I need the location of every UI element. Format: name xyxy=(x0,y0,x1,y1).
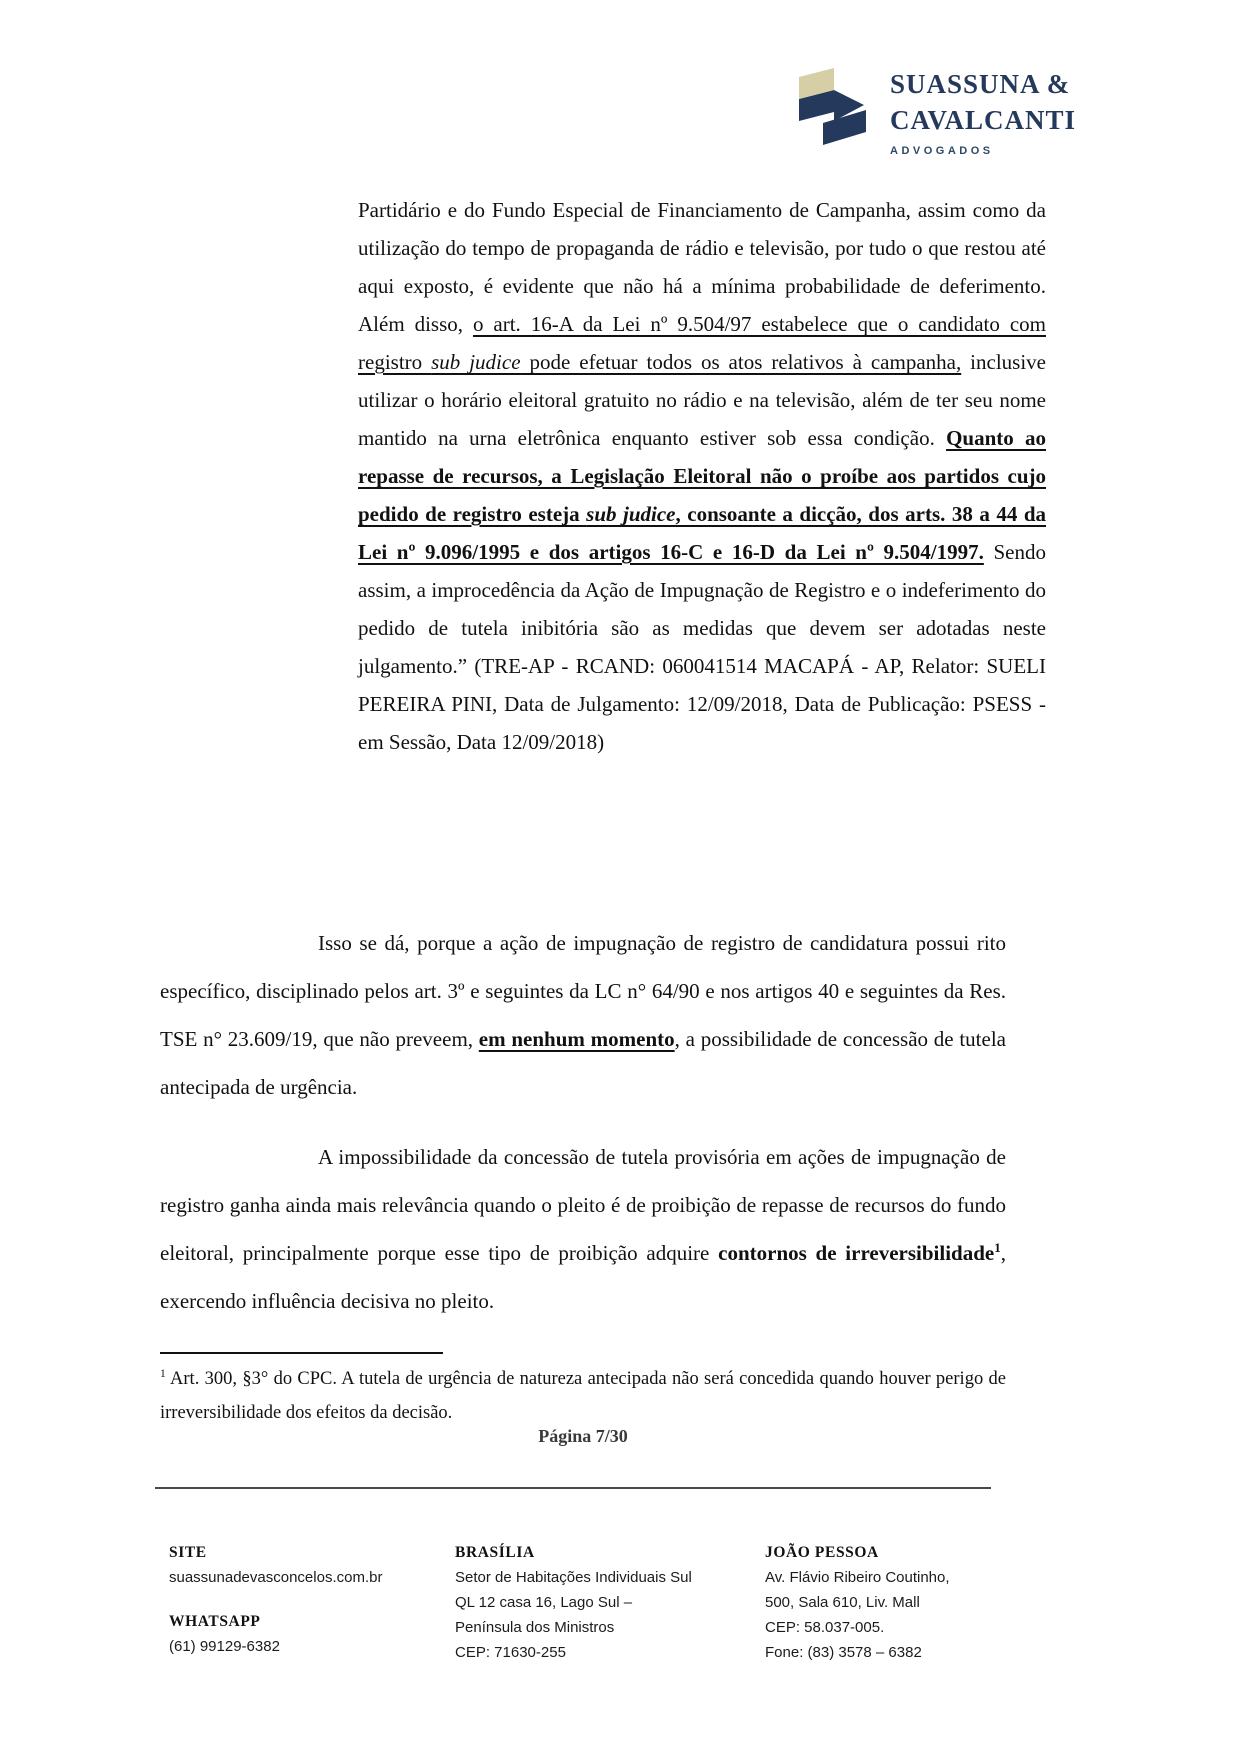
firm-logo xyxy=(796,60,1076,157)
joao-pessoa-address-line: CEP: 58.037-005. xyxy=(765,1619,885,1636)
joao-pessoa-address-line: Av. Flávio Ribeiro Coutinho, xyxy=(765,1569,950,1586)
joao-pessoa-address-line: Fone: (83) 3578 – 6382 xyxy=(765,1644,922,1661)
whatsapp-number: (61) 99129-6382 xyxy=(169,1638,280,1655)
contact-label-whatsapp: WHATSAPP xyxy=(169,1613,261,1630)
contact-column-site xyxy=(169,1540,439,1659)
brasilia-address-line: QL 12 casa 16, Lago Sul – xyxy=(455,1594,633,1611)
page-number: Página 7/30 xyxy=(538,1426,628,1446)
firm-name-line2: CAVALCANTI xyxy=(890,105,1077,135)
contact-label-site: SITE xyxy=(169,1544,207,1561)
contact-column-joao-pessoa xyxy=(765,1540,1025,1665)
footer-divider xyxy=(155,1487,991,1489)
firm-name-line1: SUASSUNA & xyxy=(890,69,1071,99)
contact-label-brasilia: BRASÍLIA xyxy=(455,1544,535,1561)
body-paragraph-2: A impossibilidade da concessão de tutela provisória em ações de impugnação de registro ganha ainda mais relevância quando o pleito é de proibição de repasse de recursos do fundo eleitoral, principalmente porque esse tipo de proibição adquire contornos de irreversibilidade$^1$, exercendo influência decisiva no pleito. xyxy=(160,1145,1006,1313)
footnote-text: $^1$ Art. 300, §3° do CPC. A tutela de urgência de natureza antecipada não será concedida quando houver perigo de irreversibilidade dos efeitos da decisão. xyxy=(160,1367,1006,1423)
contact-group-whatsapp xyxy=(169,1609,439,1659)
suassuna-cavalcanti-logo-icon xyxy=(796,60,876,152)
contact-group-joao-pessoa xyxy=(765,1540,1025,1665)
brasilia-address-line: Península dos Ministros xyxy=(455,1619,615,1636)
contact-column-brasilia xyxy=(455,1540,755,1665)
footnote-separator xyxy=(160,1352,443,1354)
brasilia-address-line: Setor de Habitações Individuais Sul xyxy=(455,1569,692,1586)
firm-subtitle: ADVOGADOS xyxy=(890,145,994,157)
brasilia-address-line: CEP: 71630-255 xyxy=(455,1644,566,1661)
site-url: suassunadevasconcelos.com.br xyxy=(169,1569,383,1586)
jurisprudence-quote: Partidário e do Fundo Especial de Financiamento de Campanha, assim como da utilização do tempo de propaganda de rádio e televisão, por tudo o que restou até aqui exposto, é evidente que não há a mínima probabilidade de deferimento. Além disso, o art. 16-A da Lei nº 9.504/97 estabelece que o candidato com registro sub judice pode efetuar todos os atos relativos à campanha, inclusive utilizar o horário eleitoral gratuito no rádio e na televisão, além de ter seu nome mantido na urna eletrônica enquanto estiver sob essa condição. Quanto ao repasse de recursos, a Legislação Eleitoral não o proíbe aos partidos cujo pedido de registro esteja sub judice, consoante a dicção, dos arts. 38 a 44 da Lei nº 9.096/1995 e dos artigos 16-C e 16-D da Lei nº 9.504/1997. Sendo assim, a improcedência da Ação de Impugnação de Registro e o indeferimento do pedido de tutela inibitória são as medidas que devem ser adotadas neste julgamento.” (TRE-AP - RCAND: 060041514 MACAPÁ - AP, Relator: SUELI PEREIRA PINI, Data de Julgamento: 12/09/2018, Data de Publicação: PSESS - em Sessão, Data 12/09/2018) xyxy=(358,198,1047,754)
contact-group-site xyxy=(169,1540,439,1590)
joao-pessoa-address-line: 500, Sala 610, Liv. Mall xyxy=(765,1594,920,1611)
firm-wordmark xyxy=(890,60,1076,157)
contact-group-brasilia xyxy=(455,1540,755,1665)
body-paragraph-1: Isso se dá, porque a ação de impugnação de registro de candidatura possui rito específico, disciplinado pelos art. 3º e seguintes da LC n° 64/90 e nos artigos 40 e seguintes da Res. TSE n° 23.609/19, que não preveem, em nenhum momento, a possibilidade de concessão de tutela antecipada de urgência. xyxy=(160,931,1006,1099)
contact-label-joao-pessoa: JOÃO PESSOA xyxy=(765,1544,879,1561)
